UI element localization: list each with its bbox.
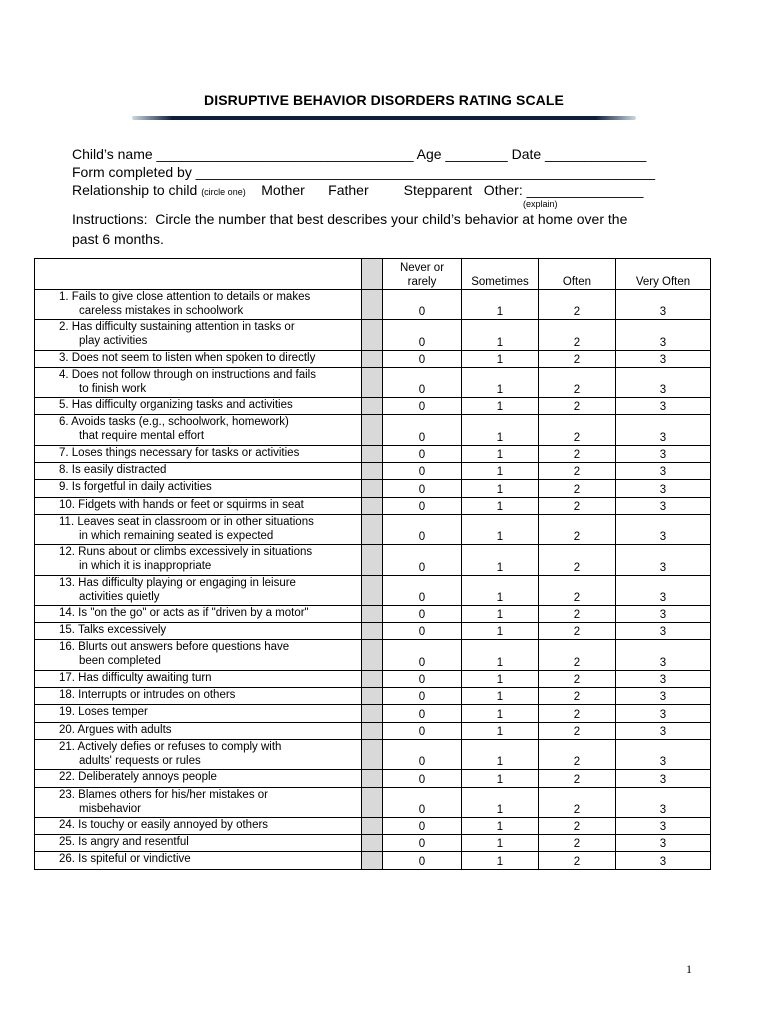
score-very-often[interactable]: 3 [616, 445, 711, 462]
score-often[interactable]: 2 [539, 787, 616, 817]
score-never-rarely[interactable]: 0 [383, 290, 462, 320]
score-often[interactable]: 2 [539, 290, 616, 320]
behavior-item-text: 14. Is "on the go" or acts as if "driven by a motor" [59, 606, 309, 619]
shaded-cell [362, 852, 383, 869]
behavior-item [35, 770, 362, 787]
score-never-rarely[interactable]: 0 [383, 705, 462, 722]
table-row [35, 605, 711, 622]
shaded-cell [362, 688, 383, 705]
behavior-item [35, 497, 362, 514]
behavior-item [35, 722, 362, 739]
score-very-often[interactable]: 3 [616, 497, 711, 514]
score-often[interactable]: 2 [539, 852, 616, 869]
score-very-often[interactable]: 3 [616, 367, 711, 397]
shaded-cell [362, 320, 383, 350]
score-never-rarely[interactable]: 0 [383, 463, 462, 480]
table-row [35, 367, 711, 397]
behavior-item-text: 9. Is forgetful in daily activities [59, 481, 212, 494]
behavior-item-text: 15. Talks excessively [59, 624, 167, 637]
shaded-cell [362, 705, 383, 722]
score-sometimes[interactable]: 1 [462, 787, 539, 817]
table-row [35, 817, 711, 834]
shaded-cell [362, 575, 383, 605]
shaded-cell [362, 445, 383, 462]
score-sometimes[interactable]: 1 [462, 398, 539, 415]
score-never-rarely[interactable]: 0 [383, 787, 462, 817]
table-header-row [35, 259, 711, 290]
score-very-often[interactable]: 3 [616, 290, 711, 320]
score-very-often[interactable]: 3 [616, 817, 711, 834]
score-very-often[interactable]: 3 [616, 739, 711, 769]
score-very-often[interactable]: 3 [616, 835, 711, 852]
shaded-cell [362, 835, 383, 852]
behavior-item-text-cont: play activities [79, 335, 148, 348]
behavior-item [35, 463, 362, 480]
table-row [35, 623, 711, 640]
table-row [35, 497, 711, 514]
table-row [35, 688, 711, 705]
score-often[interactable]: 2 [539, 367, 616, 397]
score-never-rarely[interactable]: 0 [383, 739, 462, 769]
score-never-rarely[interactable]: 0 [383, 398, 462, 415]
shaded-cell [362, 670, 383, 687]
behavior-item-text: 24. Is touchy or easily annoyed by others [59, 818, 269, 831]
score-never-rarely[interactable]: 0 [383, 722, 462, 739]
score-never-rarely[interactable]: 0 [383, 445, 462, 462]
table-row [35, 480, 711, 497]
score-very-often[interactable]: 3 [616, 640, 711, 670]
behavior-item-text: 22. Deliberately annoys people [59, 771, 217, 784]
behavior-item-text: 18. Interrupts or intrudes on others [59, 689, 236, 702]
table-row [35, 787, 711, 817]
score-very-often[interactable]: 3 [616, 852, 711, 869]
table-row [35, 463, 711, 480]
score-sometimes[interactable]: 1 [462, 463, 539, 480]
explain-note: (explain) [523, 199, 558, 209]
behavior-item [35, 705, 362, 722]
title-divider [132, 116, 636, 120]
score-never-rarely[interactable]: 0 [383, 480, 462, 497]
score-never-rarely[interactable]: 0 [383, 623, 462, 640]
score-sometimes[interactable]: 1 [462, 605, 539, 622]
table-row [35, 398, 711, 415]
behavior-item-text: 21. Actively defies or refuses to comply with [59, 740, 282, 753]
behavior-item [35, 817, 362, 834]
never-header-line2: rarely [407, 276, 437, 288]
behavior-item [35, 605, 362, 622]
score-often[interactable]: 2 [539, 739, 616, 769]
behavior-item-text: 4. Does not follow through on instructions and fails [59, 368, 316, 381]
score-very-often[interactable]: 3 [616, 705, 711, 722]
shaded-cell [362, 817, 383, 834]
score-very-often[interactable]: 3 [616, 623, 711, 640]
score-sometimes[interactable]: 1 [462, 852, 539, 869]
score-often[interactable]: 2 [539, 705, 616, 722]
score-sometimes[interactable]: 1 [462, 367, 539, 397]
score-never-rarely[interactable]: 0 [383, 688, 462, 705]
score-often[interactable]: 2 [539, 514, 616, 544]
score-never-rarely[interactable]: 0 [383, 415, 462, 445]
score-very-often[interactable]: 3 [616, 350, 711, 367]
score-never-rarely[interactable]: 0 [383, 575, 462, 605]
behavior-item-text: 23. Blames others for his/her mistakes or [59, 788, 268, 801]
behavior-item-text-cont: misbehavior [79, 802, 141, 815]
behavior-item [35, 290, 362, 320]
behavior-item [35, 670, 362, 687]
score-very-often[interactable]: 3 [616, 398, 711, 415]
often-header: Often [539, 259, 616, 290]
score-sometimes[interactable]: 1 [462, 770, 539, 787]
relationship-options[interactable]: Mother Father Stepparent Other: _______________ [245, 182, 644, 198]
behavior-item-text: 1. Fails to give close attention to details or makes [59, 291, 311, 303]
score-often[interactable]: 2 [539, 398, 616, 415]
behavior-item [35, 787, 362, 817]
score-often[interactable]: 2 [539, 480, 616, 497]
score-very-often[interactable]: 3 [616, 787, 711, 817]
score-never-rarely[interactable]: 0 [383, 514, 462, 544]
behavior-item [35, 350, 362, 367]
instructions-line-2: past 6 months. [72, 231, 164, 247]
behavior-item [35, 415, 362, 445]
score-sometimes[interactable]: 1 [462, 670, 539, 687]
behavior-item-text: 3. Does not seem to listen when spoken to directly [59, 351, 316, 364]
score-sometimes[interactable]: 1 [462, 688, 539, 705]
behavior-item-text-cont: careless mistakes in schoolwork [79, 305, 244, 317]
behavior-item-text: 12. Runs about or climbs excessively in situations [59, 546, 313, 559]
form-title: DISRUPTIVE BEHAVIOR DISORDERS RATING SCALE [204, 92, 564, 108]
behavior-item-text: 5. Has difficulty organizing tasks and activities [59, 399, 293, 412]
very-often-header: Very Often [616, 259, 711, 290]
score-sometimes[interactable]: 1 [462, 705, 539, 722]
childs-name-age-date-line[interactable]: Child’s name _________________________________ Age ________ Date _____________ [72, 146, 647, 162]
score-often[interactable]: 2 [539, 463, 616, 480]
score-often[interactable]: 2 [539, 320, 616, 350]
score-sometimes[interactable]: 1 [462, 640, 539, 670]
score-never-rarely[interactable]: 0 [383, 350, 462, 367]
behavior-item-text-cont: activities quietly [79, 590, 160, 603]
table-row [35, 835, 711, 852]
behavior-item [35, 688, 362, 705]
behavior-item-text: 10. Fidgets with hands or feet or squirms in seat [59, 498, 304, 511]
table-row [35, 350, 711, 367]
score-sometimes[interactable]: 1 [462, 480, 539, 497]
score-sometimes[interactable]: 1 [462, 623, 539, 640]
score-sometimes[interactable]: 1 [462, 575, 539, 605]
score-very-often[interactable]: 3 [616, 514, 711, 544]
score-very-often[interactable]: 3 [616, 605, 711, 622]
score-often[interactable]: 2 [539, 497, 616, 514]
score-often[interactable]: 2 [539, 605, 616, 622]
shaded-cell [362, 290, 383, 320]
score-often[interactable]: 2 [539, 688, 616, 705]
score-often[interactable]: 2 [539, 722, 616, 739]
score-very-often[interactable]: 3 [616, 722, 711, 739]
shaded-cell [362, 623, 383, 640]
shaded-header [362, 259, 383, 290]
score-often[interactable]: 2 [539, 623, 616, 640]
shaded-cell [362, 463, 383, 480]
table-row [35, 290, 711, 320]
score-never-rarely[interactable]: 0 [383, 670, 462, 687]
shaded-cell [362, 398, 383, 415]
table-row [35, 320, 711, 350]
relationship-line[interactable] [72, 182, 643, 198]
score-often[interactable]: 2 [539, 770, 616, 787]
table-row [35, 770, 711, 787]
shaded-cell [362, 367, 383, 397]
behavior-item-text-cont: in which it is inappropriate [79, 560, 212, 573]
shaded-cell [362, 545, 383, 575]
shaded-cell [362, 787, 383, 817]
score-often[interactable]: 2 [539, 670, 616, 687]
score-sometimes[interactable]: 1 [462, 514, 539, 544]
form-completed-by-line[interactable]: Form completed by ___________________________________________________________ [72, 164, 656, 180]
score-sometimes[interactable]: 1 [462, 415, 539, 445]
never-header-line1: Never or [399, 262, 445, 274]
score-very-often[interactable]: 3 [616, 575, 711, 605]
score-sometimes[interactable]: 1 [462, 290, 539, 320]
shaded-cell [362, 480, 383, 497]
item-header [35, 259, 362, 290]
behavior-item-text: 20. Argues with adults [59, 723, 172, 736]
score-very-often[interactable]: 3 [616, 320, 711, 350]
behavior-item [35, 640, 362, 670]
behavior-item-text: 7. Loses things necessary for tasks or activities [59, 446, 300, 459]
score-very-often[interactable]: 3 [616, 770, 711, 787]
behavior-item-text-cont: adults' requests or rules [79, 754, 201, 767]
score-never-rarely[interactable]: 0 [383, 817, 462, 834]
behavior-item [35, 575, 362, 605]
score-very-often[interactable]: 3 [616, 415, 711, 445]
score-sometimes[interactable]: 1 [462, 497, 539, 514]
shaded-cell [362, 605, 383, 622]
table-row [35, 415, 711, 445]
behavior-item-text: 8. Is easily distracted [59, 464, 167, 477]
score-sometimes[interactable]: 1 [462, 350, 539, 367]
shaded-cell [362, 514, 383, 544]
shaded-cell [362, 415, 383, 445]
behavior-item-text: 11. Leaves seat in classroom or in other situations [59, 515, 314, 528]
score-sometimes[interactable]: 1 [462, 739, 539, 769]
behavior-item-text-cont: in which remaining seated is expected [79, 529, 274, 542]
score-never-rarely[interactable]: 0 [383, 605, 462, 622]
behavior-item [35, 739, 362, 769]
shaded-cell [362, 722, 383, 739]
behavior-item-text: 19. Loses temper [59, 706, 148, 719]
behavior-item-text-cont: been completed [79, 655, 161, 668]
shaded-cell [362, 350, 383, 367]
behavior-item [35, 545, 362, 575]
sometimes-header: Sometimes [462, 259, 539, 290]
behavior-item-text: 6. Avoids tasks (e.g., schoolwork, homework) [59, 416, 289, 429]
score-sometimes[interactable]: 1 [462, 445, 539, 462]
behavior-item [35, 320, 362, 350]
score-often[interactable]: 2 [539, 350, 616, 367]
circle-one-note: (circle one) [201, 187, 246, 197]
instructions-line-1: Instructions: Circle the number that best describes your child’s behavior at home over the [72, 211, 628, 227]
score-never-rarely[interactable]: 0 [383, 367, 462, 397]
table-row [35, 722, 711, 739]
score-sometimes[interactable]: 1 [462, 817, 539, 834]
score-sometimes[interactable]: 1 [462, 320, 539, 350]
behavior-item [35, 852, 362, 869]
score-often[interactable]: 2 [539, 835, 616, 852]
score-very-often[interactable]: 3 [616, 545, 711, 575]
behavior-item [35, 398, 362, 415]
behavior-item [35, 623, 362, 640]
behavior-item [35, 514, 362, 544]
table-row [35, 670, 711, 687]
shaded-cell [362, 739, 383, 769]
score-very-often[interactable]: 3 [616, 670, 711, 687]
score-often[interactable]: 2 [539, 545, 616, 575]
score-often[interactable]: 2 [539, 817, 616, 834]
score-never-rarely[interactable]: 0 [383, 497, 462, 514]
behavior-item [35, 445, 362, 462]
table-row [35, 575, 711, 605]
behavior-item-text-cont: that require mental effort [79, 430, 205, 443]
score-never-rarely[interactable]: 0 [383, 320, 462, 350]
behavior-item [35, 480, 362, 497]
score-sometimes[interactable]: 1 [462, 722, 539, 739]
behavior-item-text-cont: to finish work [79, 382, 147, 395]
behavior-item-text: 17. Has difficulty awaiting turn [59, 671, 212, 684]
shaded-cell [362, 640, 383, 670]
score-very-often[interactable]: 3 [616, 480, 711, 497]
behavior-item [35, 367, 362, 397]
rating-table [34, 258, 711, 870]
score-often[interactable]: 2 [539, 575, 616, 605]
behavior-item-text: 13. Has difficulty playing or engaging in leisure [59, 576, 296, 589]
shaded-cell [362, 770, 383, 787]
behavior-item-text: 16. Blurts out answers before questions have [59, 641, 290, 654]
never-rarely-header [383, 259, 462, 290]
relationship-label: Relationship to child [72, 182, 202, 198]
table-row [35, 705, 711, 722]
table-row [35, 739, 711, 769]
score-often[interactable]: 2 [539, 640, 616, 670]
behavior-item-text: 25. Is angry and resentful [59, 836, 189, 849]
behavior-item-text: 2. Has difficulty sustaining attention in tasks or [59, 321, 295, 334]
behavior-item [35, 835, 362, 852]
score-never-rarely[interactable]: 0 [383, 640, 462, 670]
score-often[interactable]: 2 [539, 415, 616, 445]
score-never-rarely[interactable]: 0 [383, 770, 462, 787]
score-sometimes[interactable]: 1 [462, 835, 539, 852]
shaded-cell [362, 497, 383, 514]
page-number: 1 [686, 962, 692, 976]
table-row [35, 514, 711, 544]
score-very-often[interactable]: 3 [616, 688, 711, 705]
score-sometimes[interactable]: 1 [462, 545, 539, 575]
behavior-item-text: 26. Is spiteful or vindictive [59, 853, 191, 866]
table-row [35, 545, 711, 575]
score-very-often[interactable]: 3 [616, 463, 711, 480]
table-row [35, 852, 711, 869]
table-row [35, 640, 711, 670]
score-never-rarely[interactable]: 0 [383, 835, 462, 852]
table-row [35, 445, 711, 462]
score-never-rarely[interactable]: 0 [383, 545, 462, 575]
score-never-rarely[interactable]: 0 [383, 852, 462, 869]
score-often[interactable]: 2 [539, 445, 616, 462]
